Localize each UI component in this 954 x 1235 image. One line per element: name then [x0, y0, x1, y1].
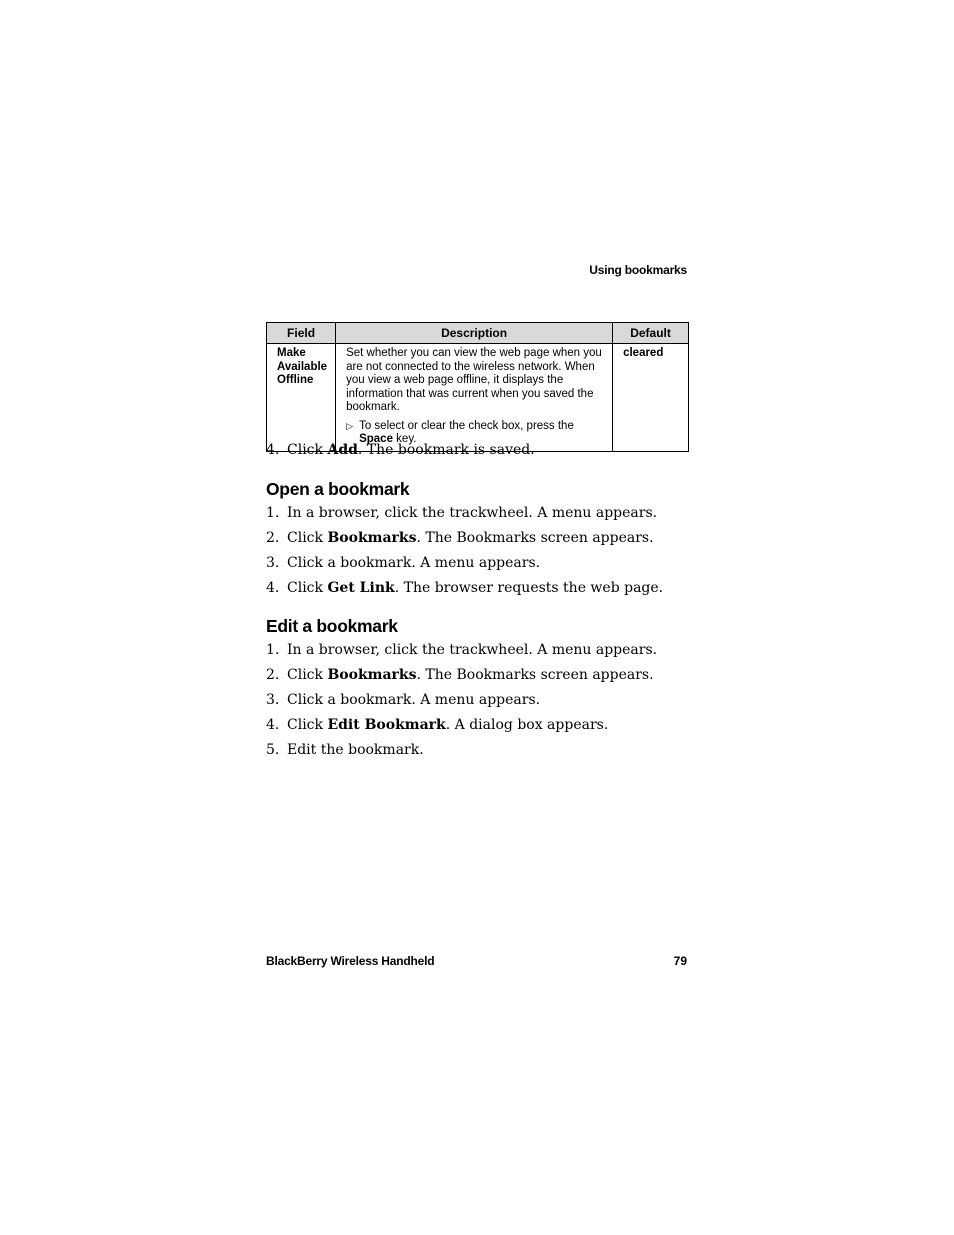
table-header-row [267, 323, 689, 344]
step-text-pre: Click [287, 580, 323, 596]
step-text-pre: Click [287, 717, 323, 733]
list-item [266, 555, 540, 571]
step-text-pre: Edit the bookmark. [287, 742, 424, 758]
description-text: Set whether you can view the web page when you are not connected to the wireless network. When you view a web page offline, it displays the information that was current when you saved the bookmark. [346, 347, 602, 413]
table-row [267, 344, 689, 452]
section-heading-edit: Edit a bookmark [266, 616, 398, 636]
triangle-bullet-icon: ▷ [346, 420, 353, 431]
step-text-post: . The bookmark is saved. [357, 442, 535, 458]
field-name-line: Available [277, 360, 328, 373]
footer-title: BlackBerry Wireless Handheld [266, 954, 435, 968]
step-text-post: . The browser requests the web page. [394, 580, 664, 596]
step-text-bold: Add [327, 442, 358, 458]
field-table [266, 322, 689, 452]
list-item [266, 580, 663, 596]
step-number: 3. [266, 692, 280, 708]
step-number: 2. [266, 667, 280, 683]
step-number: 4. [266, 717, 280, 733]
page-number: 79 [673, 954, 687, 968]
field-name-line: Offline [277, 374, 314, 386]
step-text-pre: In a browser, click the trackwheel. A menu appears. [287, 505, 658, 521]
list-item [266, 505, 657, 521]
step-number: 3. [266, 555, 280, 571]
section-heading-open: Open a bookmark [266, 479, 410, 499]
list-item [266, 642, 657, 658]
step-text-bold: Get Link [327, 580, 395, 596]
step-text-post: . The Bookmarks screen appears. [416, 667, 654, 683]
step-text-pre: Click a bookmark. A menu appears. [287, 555, 541, 571]
list-item [266, 692, 540, 708]
step-text-pre: In a browser, click the trackwheel. A menu appears. [287, 642, 658, 658]
field-name-line: Make [277, 347, 306, 359]
step-number: 1. [266, 505, 280, 521]
list-item [266, 742, 424, 758]
step-number: 1. [266, 642, 280, 658]
step-text-pre: Click [287, 667, 323, 683]
step-number: 5. [266, 742, 280, 758]
step-number: 2. [266, 530, 280, 546]
step-text-post: . The Bookmarks screen appears. [416, 530, 654, 546]
step-text-pre: Click [287, 530, 323, 546]
field-name-cell [267, 344, 336, 452]
description-cell [336, 344, 613, 452]
list-item [266, 442, 535, 458]
step-number: 4. [266, 580, 280, 596]
column-header-field: Field [267, 323, 336, 344]
list-item [266, 530, 654, 546]
tip-prefix: To select or clear the check box, press the [359, 419, 574, 432]
step-text-pre: Click [287, 442, 323, 458]
step-text-pre: Click a bookmark. A menu appears. [287, 692, 541, 708]
step-text-bold: Bookmarks [327, 530, 417, 546]
tip-suffix: key. [396, 433, 417, 445]
default-cell: cleared [613, 344, 689, 452]
list-item [266, 717, 608, 733]
step-text-bold: Edit Bookmark [327, 717, 446, 733]
tip-key: Space [359, 433, 393, 445]
column-header-description: Description [336, 323, 613, 344]
column-header-default: Default [613, 323, 689, 344]
step-text-bold: Bookmarks [327, 667, 417, 683]
step-text-post: . A dialog box appears. [445, 717, 609, 733]
step-number: 4. [266, 442, 280, 458]
running-head: Using bookmarks [589, 263, 687, 277]
list-item [266, 667, 654, 683]
